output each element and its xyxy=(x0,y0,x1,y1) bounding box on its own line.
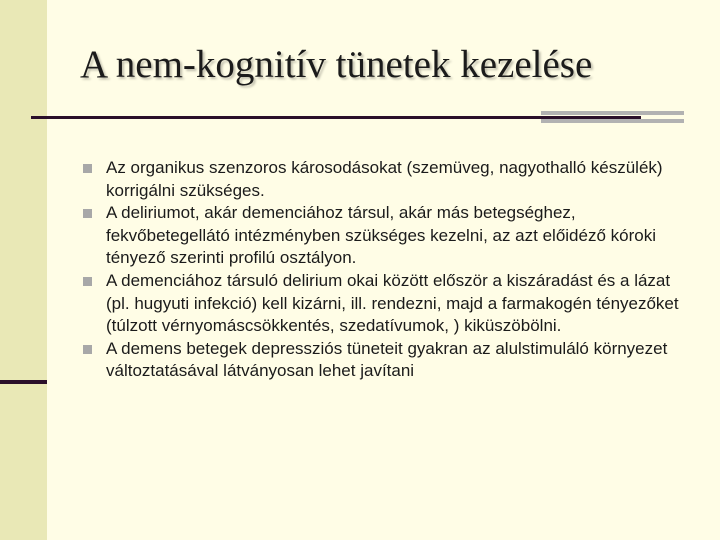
square-bullet-icon xyxy=(83,277,92,286)
title-accent-bar-bottom xyxy=(541,119,684,123)
left-decorative-band xyxy=(0,0,47,540)
bullet-item xyxy=(82,157,692,202)
square-bullet-icon xyxy=(83,209,92,218)
bullet-item xyxy=(82,270,692,338)
left-band-rule xyxy=(0,380,47,384)
square-bullet-icon xyxy=(83,345,92,354)
bullet-text: Az organikus szenzoros károsodásokat (szemüveg, nagyothalló készülék) korrigálni szükséges. xyxy=(106,158,663,200)
bullet-item xyxy=(82,202,692,270)
bullet-list xyxy=(82,157,692,383)
bullet-text: A demenciához társuló delirium okai között először a kiszáradást és a lázat (pl. hugyuti infekció) kell kizárni, ill. rendezni, majd a farmakogén tényezőket (túlzott vérnyomáscsökkentés, szedatívumok, ) kiküszöbölni. xyxy=(106,270,679,336)
bullet-text: A demens betegek depressziós tüneteit gyakran az alulstimuláló környezet változtatásával látványosan lehet javítani xyxy=(106,338,668,381)
square-bullet-icon xyxy=(83,164,92,173)
title-accent-bar-top xyxy=(541,111,684,115)
slide-title: A nem-kognitív tünetek kezelése xyxy=(80,43,593,86)
bullet-item xyxy=(82,338,692,383)
bullet-text: A deliriumot, akár demenciához társul, akár más betegséghez, fekvőbetegellátó intézményben szükséges kezelni, az azt előidéző kóroki tényező szerinti profilú osztályon. xyxy=(106,203,656,268)
